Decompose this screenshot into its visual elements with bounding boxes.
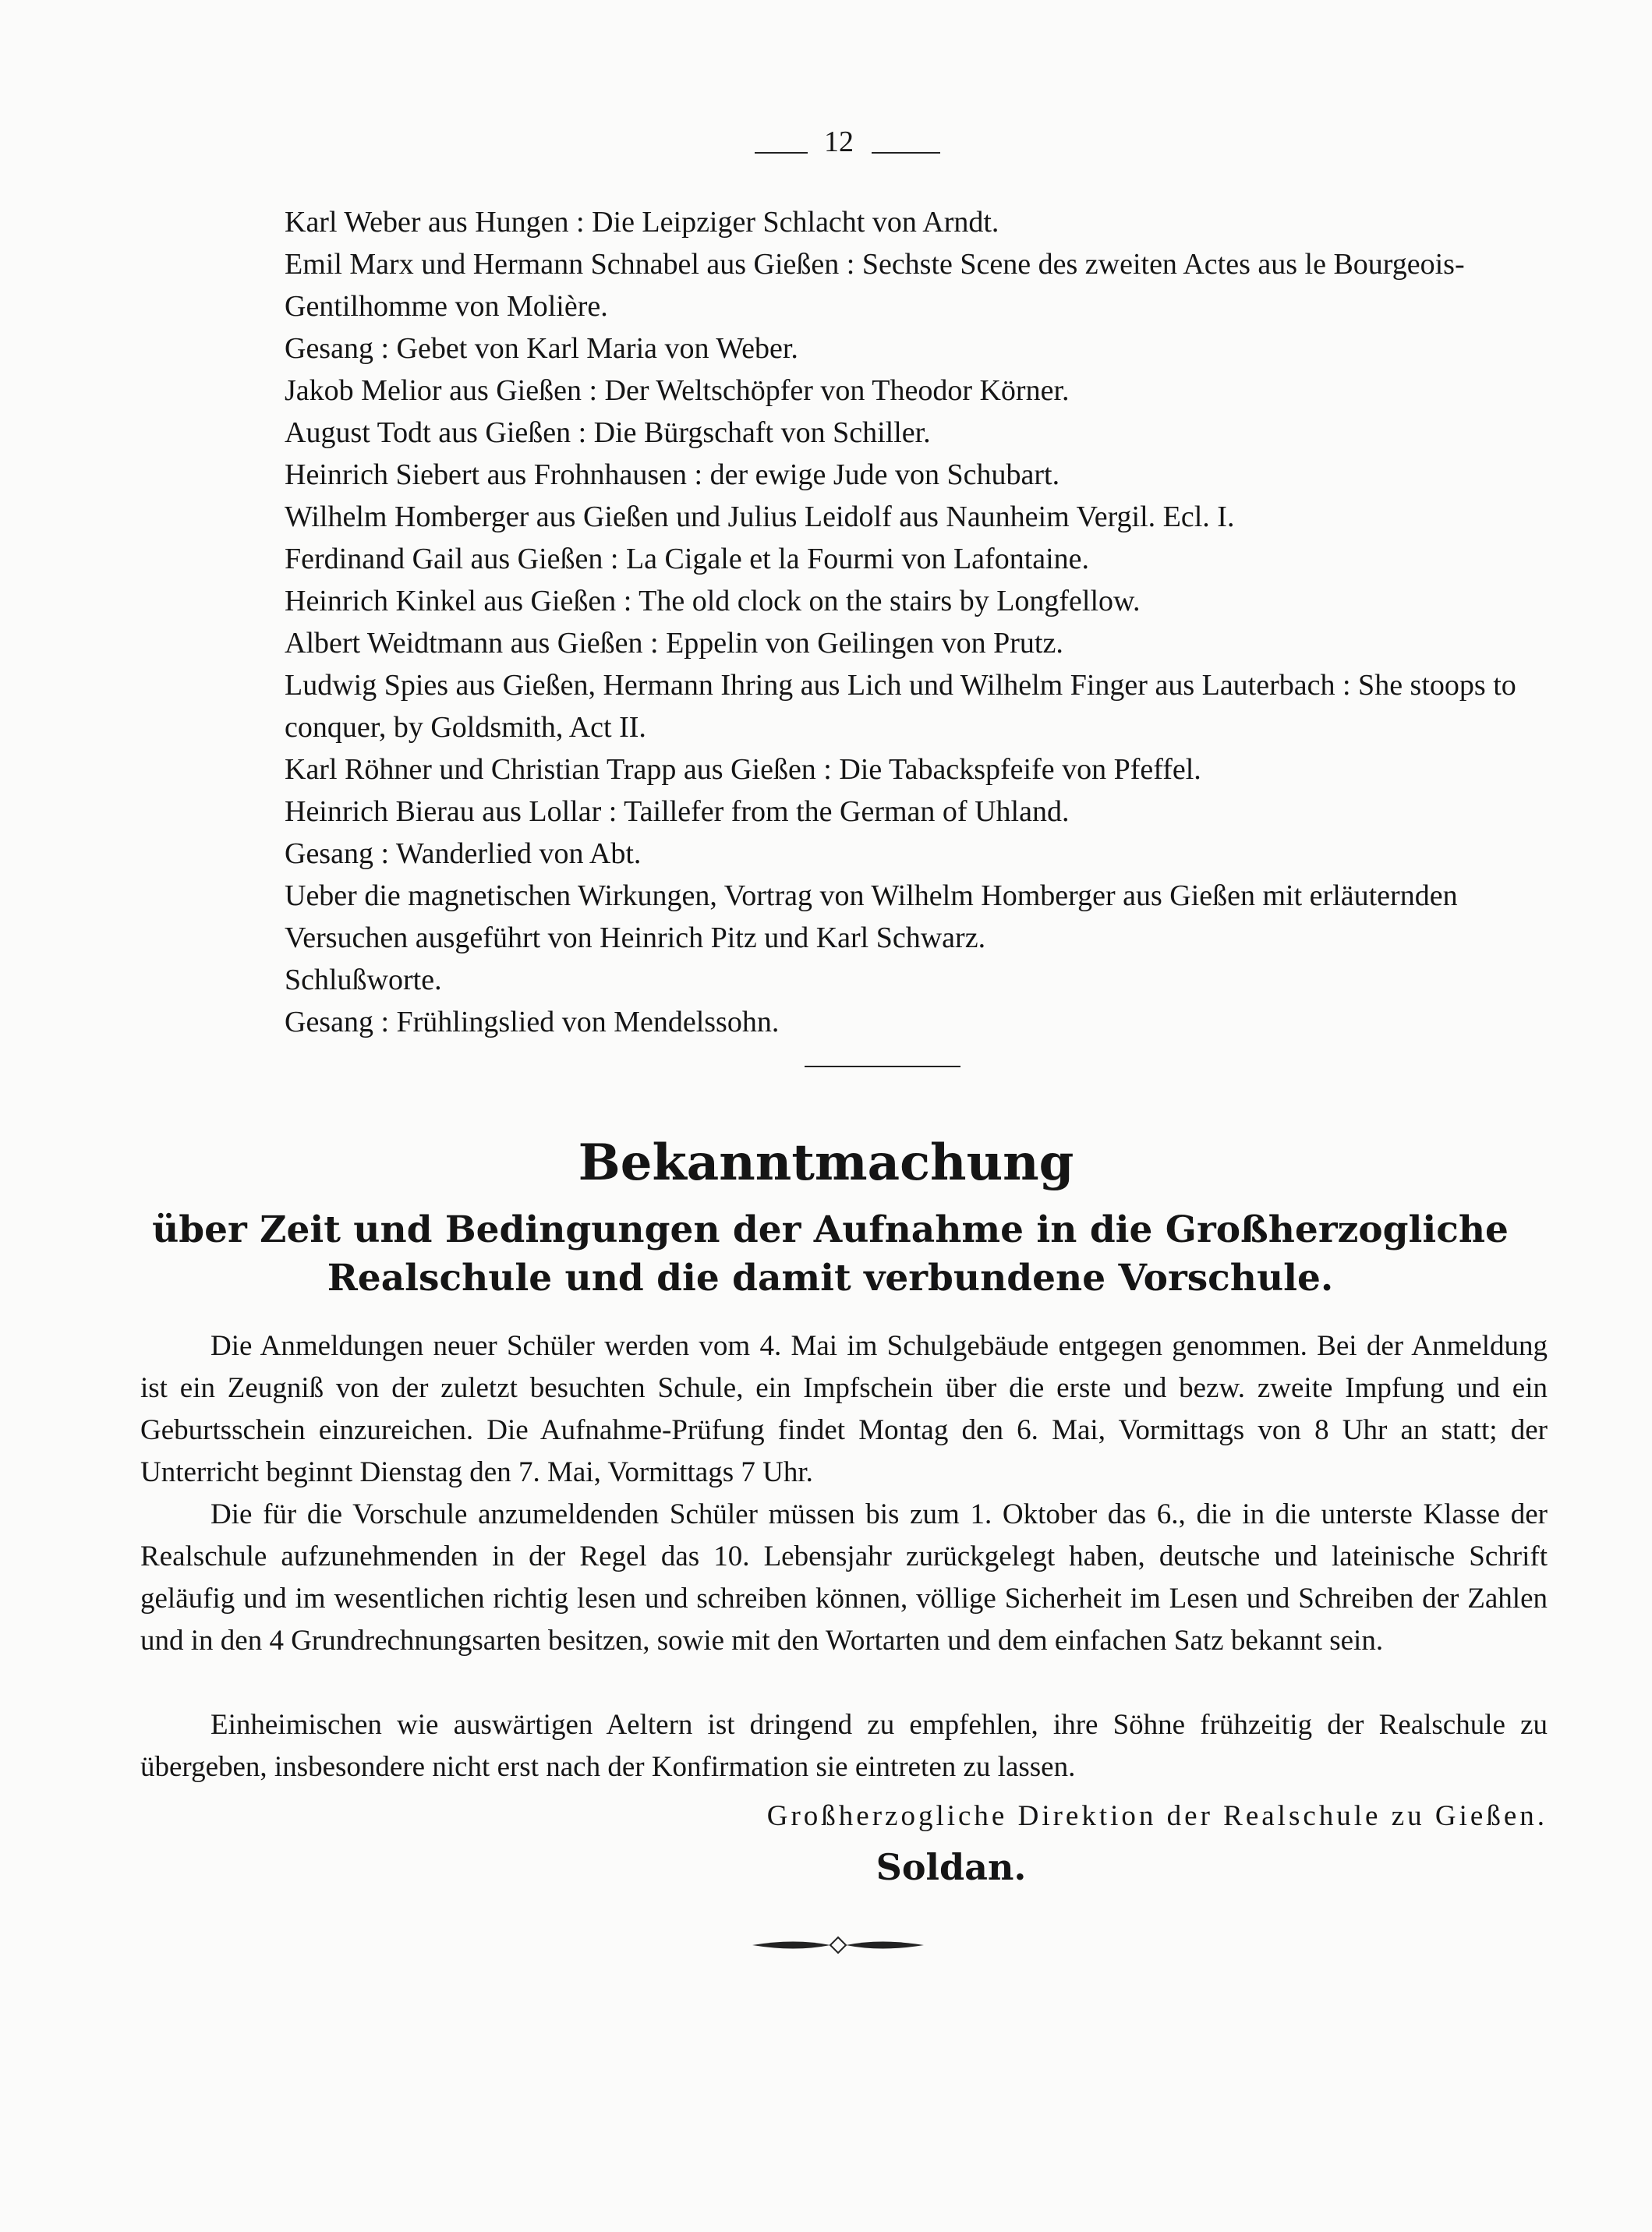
announcement-paragraph: Einheimischen wie auswärtigen Aeltern ist dringend zu empfehlen, ihre Söhne frühzeitig der Realschule zu übergeben, insbesondere nicht erst nach der Konfirmation sie eintreten zu lassen. bbox=[140, 1709, 1548, 1783]
program-entry: Albert Weidtmann aus Gießen : Eppelin von Geilingen von Prutz. bbox=[285, 627, 1063, 660]
page-number-rule-left bbox=[755, 152, 808, 154]
program-entry: Karl Weber aus Hungen : Die Leipziger Schlacht von Arndt. bbox=[285, 206, 999, 239]
signature-name: Soldan. bbox=[876, 1846, 1027, 1888]
program-entry: Ludwig Spies aus Gießen, Hermann Ihring aus Lich und Wilhelm Finger aus Lauterbach : She stoops to conquer, by Goldsmith, Act II. bbox=[285, 669, 1516, 744]
program-entry: Heinrich Siebert aus Frohnhausen : der ewige Jude von Schubart. bbox=[285, 458, 1060, 491]
page-number: 12 bbox=[824, 126, 854, 158]
page-number-rule-right bbox=[872, 152, 940, 154]
section-divider bbox=[805, 1066, 960, 1067]
program-entry: Emil Marx und Hermann Schnabel aus Gießen : Sechste Scene des zweiten Actes aus le Bourgeois-Gentilhomme von Molière. bbox=[285, 248, 1465, 323]
program-entry: Ueber die magnetischen Wirkungen, Vortrag von Wilhelm Homberger aus Gießen mit erläuternden Versuchen ausgeführt von Heinrich Pitz und Karl Schwarz. bbox=[285, 879, 1458, 954]
program-entry: Schlußworte. bbox=[285, 964, 442, 996]
program-entry: Gesang : Wanderlied von Abt. bbox=[285, 837, 642, 870]
announcement-title: Bekanntmachung bbox=[578, 1134, 1074, 1192]
signature-line: Großherzogliche Direktion der Realschule zu Gießen. bbox=[766, 1800, 1548, 1832]
announcement-subtitle: über Zeit und Bedingungen der Aufnahme in die Großherzogliche Realschule und die damit verbundene Vorschule. bbox=[152, 1208, 1509, 1300]
program-entry: Jakob Melior aus Gießen : Der Weltschöpfer von Theodor Körner. bbox=[285, 374, 1070, 407]
program-entry: August Todt aus Gießen : Die Bürgschaft von Schiller. bbox=[285, 416, 931, 449]
announcement-paragraph: Die Anmeldungen neuer Schüler werden vom 4. Mai im Schulgebäude entgegen genommen. Bei der Anmeldung ist ein Zeugniß von der zuletzt besuchten Schule, ein Impfschein über die erste und bezw. zweite Impfung und ein Geburtsschein einzureichen. Die Aufnahme-Prüfung findet Montag den 6. Mai, Vormittags von 8 Uhr an statt; der Unterricht beginnt Dienstag den 7. Mai, Vormittags 7 Uhr. bbox=[140, 1330, 1548, 1488]
program-entry: Gesang : Frühlingslied von Mendelssohn. bbox=[285, 1006, 780, 1038]
program-entry: Wilhelm Homberger aus Gießen und Julius Leidolf aus Naunheim Vergil. Ecl. I. bbox=[285, 501, 1235, 533]
program-entry: Heinrich Kinkel aus Gießen : The old clock on the stairs by Longfellow. bbox=[285, 585, 1141, 617]
program-entry: Ferdinand Gail aus Gießen : La Cigale et la Fourmi von Lafontaine. bbox=[285, 543, 1090, 575]
program-entry: Karl Röhner und Christian Trapp aus Gießen : Die Tabackspfeife von Pfeffel. bbox=[285, 753, 1201, 786]
program-entry: Heinrich Bierau aus Lollar : Taillefer from the German of Uhland. bbox=[285, 795, 1070, 828]
program-entry: Gesang : Gebet von Karl Maria von Weber. bbox=[285, 332, 798, 365]
announcement-paragraph: Die für die Vorschule anzumeldenden Schüler müssen bis zum 1. Oktober das 6., die in die unterste Klasse der Realschule aufzunehmenden in der Regel das 10. Lebensjahr zurückgelegt haben, deutsche und lateinische Schrift geläufig und im wesentlichen richtig lesen und schreiben können, völlige Sicherheit im Lesen und Schreiben der Zahlen und in den 4 Grundrechnungsarten besitzen, sowie mit den Wortarten und dem einfachen Satz bekannt sein. bbox=[140, 1498, 1548, 1657]
ornament-divider-icon bbox=[752, 1933, 924, 1957]
